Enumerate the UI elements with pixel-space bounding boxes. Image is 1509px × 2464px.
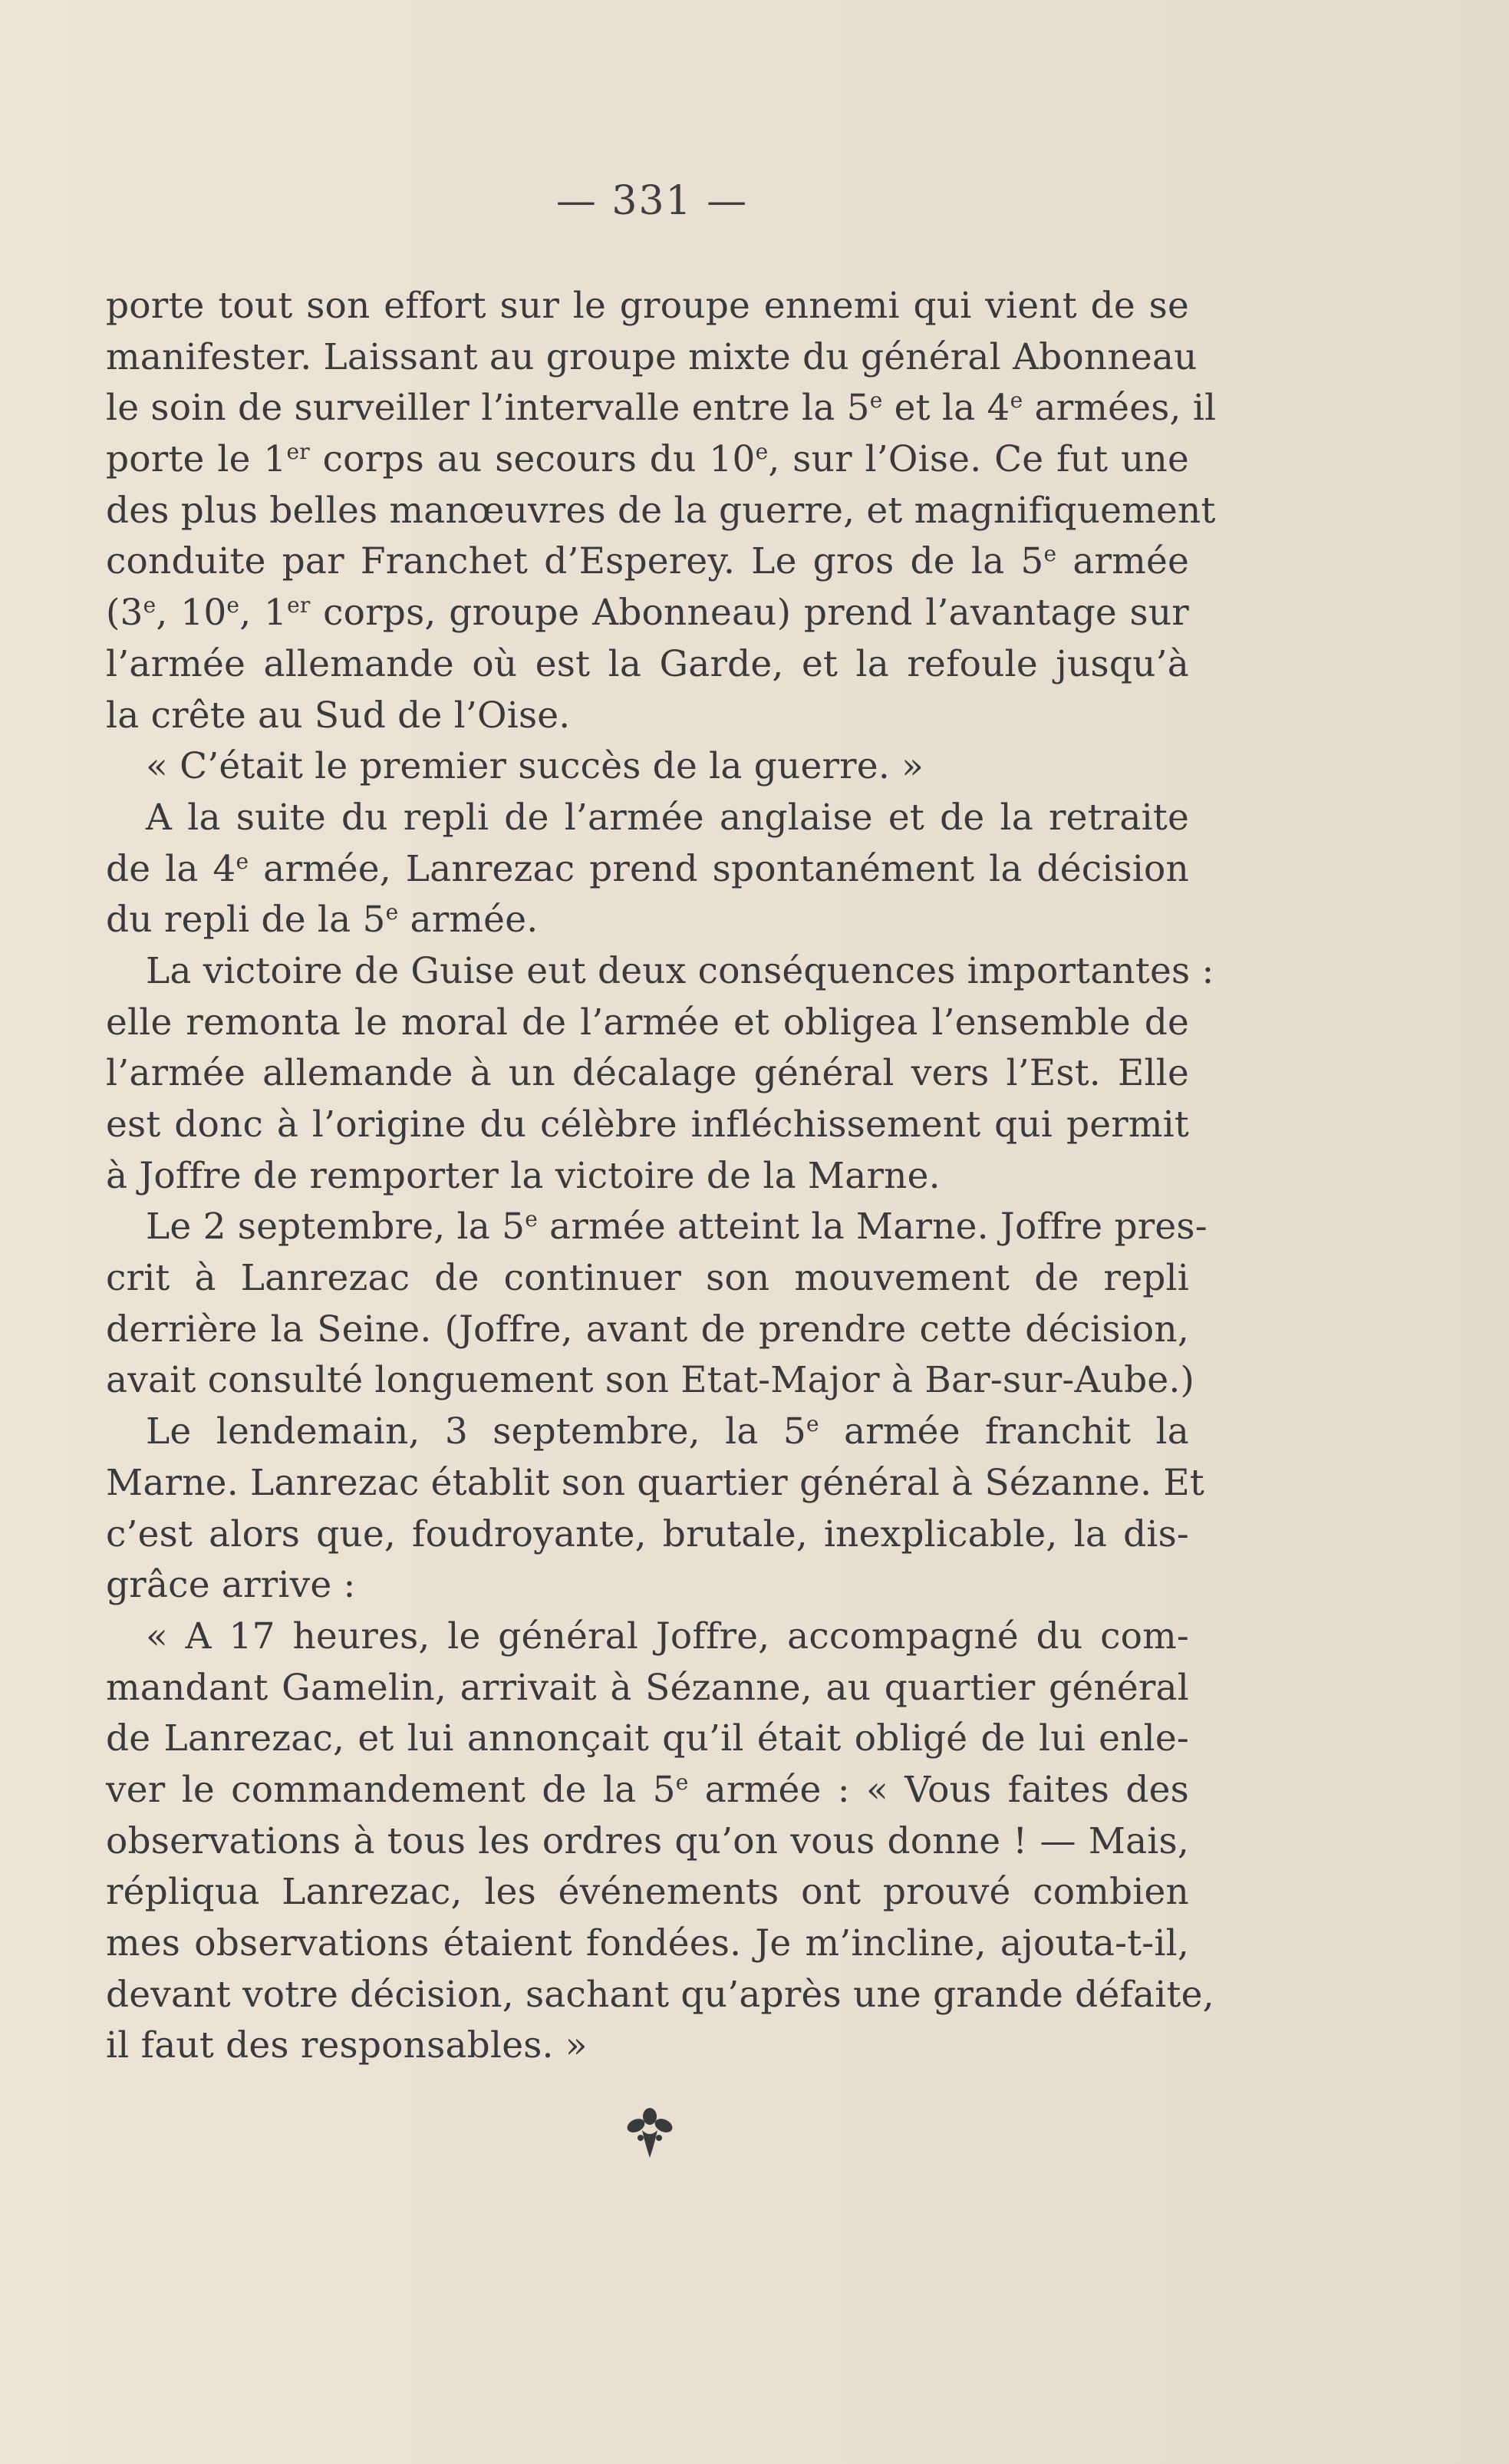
text-run: , sur l’Oise. Ce fut une <box>768 438 1189 481</box>
text-run: armée <box>1056 540 1189 583</box>
text-line <box>106 1305 1189 1356</box>
text-run: armée : « Vous faites des <box>688 1768 1189 1811</box>
text-line <box>106 281 1189 332</box>
superscript: e <box>385 899 399 925</box>
text-run: observations à tous les ordres qu’on vous donne ! — Mais, <box>106 1819 1189 1862</box>
paragraph <box>106 1202 1208 1407</box>
text-run: elle remonta le moral de l’armée et obligea l’ensemble de <box>106 1001 1189 1044</box>
text-run: « A 17 heures, le général Joffre, accompagné du com- <box>146 1615 1189 1658</box>
text-run: Marne. Lanrezac établit son quartier général à Sézanne. Et <box>106 1461 1204 1504</box>
text-line <box>106 486 1216 537</box>
text-run: armée atteint la Marne. Joffre pres- <box>538 1206 1208 1248</box>
superscript: e <box>869 388 883 414</box>
page-number: — 331 — <box>555 178 749 224</box>
paragraph <box>106 1407 1204 1611</box>
fleuron-icon <box>625 2104 674 2159</box>
text-run: Le 2 septembre, la 5 <box>146 1206 526 1248</box>
text-run: devant votre décision, sachant qu’après une grande défaite, <box>106 1973 1214 2016</box>
text-run: répliqua Lanrezac, les événements ont prouvé combien <box>106 1871 1189 1914</box>
text-run: armées, il <box>1023 387 1217 430</box>
text-line <box>106 793 1189 844</box>
text-run: le soin de surveiller l’intervalle entre la 5 <box>106 387 870 430</box>
text-run: de Lanrezac, et lui annonçait qu’il était obligé de lui enle- <box>106 1717 1189 1760</box>
text-line <box>106 588 1189 639</box>
text-line <box>106 1509 1189 1561</box>
text-run: du repli de la 5 <box>106 899 386 942</box>
text-line <box>106 844 1189 896</box>
text-run: porte tout son effort sur le groupe ennemi qui vient de se <box>106 285 1189 327</box>
text-run: armée, Lanrezac prend spontanément la décision <box>249 847 1190 890</box>
text-line <box>106 895 1189 946</box>
text-line <box>106 1253 1189 1305</box>
text-run: ver le commandement de la 5 <box>106 1768 676 1811</box>
text-line <box>106 741 1189 793</box>
text-line <box>106 434 1189 486</box>
text-line <box>106 1458 1204 1509</box>
text-line <box>106 1663 1189 1714</box>
text-run: la crête au Sud de l’Oise. <box>106 694 571 737</box>
text-run: à Joffre de remporter la victoire de la Marne. <box>106 1154 941 1197</box>
text-run: armée franchit la <box>819 1410 1189 1453</box>
text-line <box>106 1611 1189 1663</box>
text-run: il faut des responsables. » <box>106 2024 588 2067</box>
text-run: des plus belles manœuvres de la guerre, et magnifiquement <box>106 489 1216 532</box>
superscript: er <box>287 592 311 618</box>
text-line <box>106 2020 1189 2072</box>
text-line <box>106 332 1198 384</box>
paragraph <box>106 793 1189 946</box>
text-run: mes observations étaient fondées. Je m’incline, ajouta-t-il, <box>106 1922 1189 1964</box>
superscript: e <box>675 1769 689 1795</box>
superscript: e <box>143 592 157 618</box>
superscript: e <box>1010 388 1023 414</box>
superscript: e <box>1043 541 1057 567</box>
superscript: e <box>226 592 240 618</box>
text-line <box>106 1560 1189 1611</box>
paragraph <box>106 1611 1214 2072</box>
text-run: La victoire de Guise eut deux conséquences importantes : <box>146 949 1214 992</box>
text-line <box>106 1151 1189 1202</box>
superscript: e <box>806 1411 819 1437</box>
text-line <box>106 1100 1189 1151</box>
text-run: A la suite du repli de l’armée anglaise et de la retraite <box>146 796 1189 839</box>
text-run: armée. <box>398 899 539 942</box>
text-run: (3 <box>106 592 143 635</box>
text-line <box>106 1407 1189 1458</box>
superscript: e <box>755 439 769 465</box>
text-line <box>106 1714 1189 1765</box>
text-line <box>106 691 1189 742</box>
text-line <box>106 536 1189 588</box>
superscript: e <box>236 848 249 874</box>
text-line <box>106 1867 1189 1918</box>
text-run: avait consulté longuement son Etat-Major à Bar-sur-Aube.) <box>106 1359 1195 1402</box>
text-run: , 10 <box>156 592 227 635</box>
text-line <box>106 1048 1189 1100</box>
text-run: corps, groupe Abonneau) prend l’avantage sur <box>310 592 1189 635</box>
text-line <box>106 998 1189 1049</box>
text-run: l’armée allemande à un décalage général vers l’Est. Elle <box>106 1052 1189 1095</box>
paragraph <box>106 741 1189 793</box>
paragraph <box>106 946 1214 1202</box>
text-line <box>106 946 1214 998</box>
text-run: Le lendemain, 3 septembre, la 5 <box>146 1410 806 1453</box>
text-run: l’armée allemande où est la Garde, et la refoule jusqu’à <box>106 642 1189 685</box>
text-run: grâce arrive : <box>106 1564 356 1607</box>
text-line <box>106 1355 1195 1407</box>
text-run: est donc à l’origine du célèbre infléchissement qui permit <box>106 1103 1189 1146</box>
text-run: mandant Gamelin, arrivait à Sézanne, au quartier général <box>106 1666 1189 1709</box>
text-line <box>106 383 1217 434</box>
text-line <box>106 639 1189 691</box>
text-run: c’est alors que, foudroyante, brutale, inexplicable, la dis- <box>106 1512 1189 1555</box>
body-text <box>106 281 1217 2072</box>
superscript: e <box>525 1206 539 1232</box>
text-run: et la 4 <box>882 387 1010 430</box>
text-run: crit à Lanrezac de continuer son mouvement de repli <box>106 1257 1189 1300</box>
text-run: derrière la Seine. (Joffre, avant de prendre cette décision, <box>106 1308 1189 1351</box>
text-line <box>106 1970 1214 2021</box>
text-run: conduite par Franchet d’Esperey. Le gros de la 5 <box>106 540 1044 583</box>
text-line <box>106 1816 1189 1868</box>
text-line <box>106 1918 1189 1970</box>
text-run: « C’était le premier succès de la guerre. » <box>146 745 924 788</box>
text-line <box>106 1202 1208 1253</box>
superscript: er <box>286 439 310 465</box>
text-run: de la 4 <box>106 847 236 890</box>
text-line <box>106 1765 1189 1816</box>
text-run: manifester. Laissant au groupe mixte du général Abonneau <box>106 335 1198 378</box>
text-run: corps au secours du 10 <box>309 438 756 481</box>
paragraph <box>106 281 1217 741</box>
text-run: porte le 1 <box>106 438 287 481</box>
text-run: , 1 <box>239 592 288 635</box>
